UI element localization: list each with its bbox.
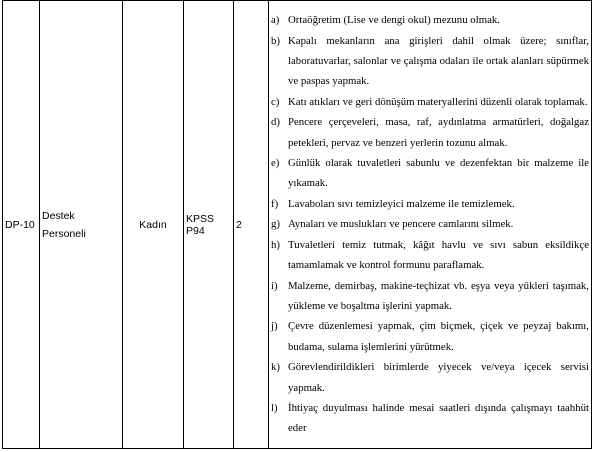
item-text: Lavaboları sıvı temizleyici malzeme ile temizlemek. xyxy=(288,197,515,210)
count-cell: 2 xyxy=(234,1,269,449)
kpss-cell: KPSS P94 xyxy=(184,1,234,449)
item-text: Katı atıkları ve geri dönüşüm materyallerini düzenli olarak toplamak. xyxy=(288,95,588,108)
item-text: Tuvaletleri temiz tutmak, kâğıt havlu ve sıvı sabun eksildikçe tamamlamak ve kontrol formunu paraflamak. xyxy=(288,238,589,272)
item-letter: j) xyxy=(271,320,278,333)
position-title: Destek Personeli xyxy=(40,1,123,449)
duties-list xyxy=(271,10,589,439)
list-item xyxy=(271,194,589,214)
gender-cell: Kadın xyxy=(123,1,184,449)
list-item xyxy=(271,235,589,276)
item-text: Kapalı mekanların ana girişleri dahil olmak üzere; sınıflar, laboratuvarlar, salonlar ve çalışma odaları ile ortak alanları süpürmek ve paspas yapmak. xyxy=(288,34,589,88)
list-item xyxy=(271,357,589,398)
item-text: Günlük olarak tuvaletleri sabunlu ve dezenfektan bir malzeme ile yıkamak. xyxy=(288,157,589,190)
list-item xyxy=(271,316,589,357)
list-item xyxy=(271,10,589,30)
item-letter: i) xyxy=(271,279,278,292)
position-code: DP-10 xyxy=(3,1,40,449)
item-text: Görevlendirildikleri birimlerde yiyecek ve/veya içecek servisi yapmak. xyxy=(288,361,589,394)
item-letter: h) xyxy=(271,238,280,251)
position-table xyxy=(2,0,592,449)
item-text: İhtiyaç duyulması halinde mesai saatleri dışında çalışmayı taahhüt eder xyxy=(288,401,589,435)
item-letter: d) xyxy=(271,116,280,129)
item-letter: l) xyxy=(271,401,278,414)
item-letter: e) xyxy=(271,157,280,170)
list-item xyxy=(271,92,589,112)
list-item xyxy=(271,398,589,439)
item-letter: c) xyxy=(271,95,280,108)
list-item xyxy=(271,112,589,153)
item-letter: a) xyxy=(271,14,280,27)
item-text: Malzeme, demirbaş, makine-teçhizat vb. eşya veya yükleri taşımak, yükleme ve boşaltma işlerini yapmak. xyxy=(288,279,589,312)
table-row xyxy=(3,1,592,449)
list-item xyxy=(271,214,589,234)
item-text: Pencere çerçeveleri, masa, raf, aydınlatma armatürleri, doğalgaz petekleri, pervaz ve benzeri yerlerin tozunu almak. xyxy=(288,116,589,149)
item-letter: f) xyxy=(271,197,279,210)
item-text: Ortaöğretim (Lise ve dengi okul) mezunu olmak. xyxy=(288,14,500,27)
list-item xyxy=(271,153,589,194)
item-letter: g) xyxy=(271,218,280,231)
item-letter: b) xyxy=(271,34,280,47)
item-letter: k) xyxy=(271,361,280,374)
item-text: Çevre düzenlemesi yapmak, çim biçmek, çiçek ve peyzaj bakımı, budama, sulama işlemlerini yürütmek. xyxy=(288,320,589,353)
list-item xyxy=(271,31,589,92)
list-item xyxy=(271,276,589,317)
item-text: Aynaları ve muslukları ve pencere camlarını silmek. xyxy=(288,218,514,231)
duties-cell xyxy=(269,1,592,449)
